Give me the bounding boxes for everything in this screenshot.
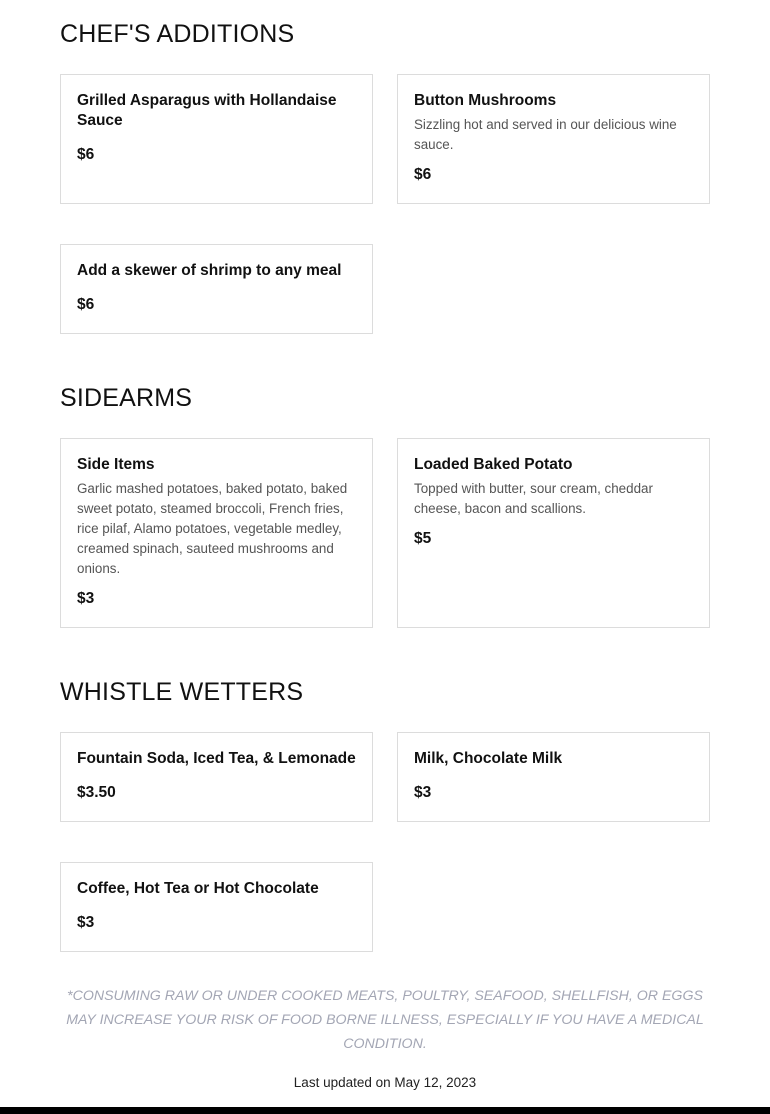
menu-item-name: Fountain Soda, Iced Tea, & Lemonade <box>77 750 356 767</box>
section-title-sidearms: SIDEARMS <box>60 384 193 412</box>
menu-item-card <box>60 438 373 628</box>
menu-item-price: $6 <box>77 296 95 313</box>
menu-item-name: Add a skewer of shrimp to any meal <box>77 262 342 279</box>
menu-item-card <box>60 244 373 334</box>
menu-item-description: Garlic mashed potatoes, baked potato, baked sweet potato, steamed broccoli, French fries, rice pilaf, Alamo potatoes, vegetable medley, creamed spinach, sauteed mushrooms and onions. <box>77 481 348 576</box>
menu-item-name: Button Mushrooms <box>414 92 557 109</box>
section-title-whistle-wetters: WHISTLE WETTERS <box>60 678 304 706</box>
menu-item-price: $5 <box>414 530 432 547</box>
menu-item-description: Topped with butter, sour cream, cheddar cheese, bacon and scallions. <box>414 481 653 516</box>
menu-item-name: Coffee, Hot Tea or Hot Chocolate <box>77 880 319 897</box>
menu-item-price: $6 <box>77 146 95 163</box>
menu-item-price: $3 <box>77 914 95 931</box>
menu-item-card <box>397 438 710 628</box>
menu-item-description: Sizzling hot and served in our delicious wine sauce. <box>414 117 677 152</box>
section-title-chefs-additions: CHEF'S ADDITIONS <box>60 20 295 48</box>
menu-item-name: Side Items <box>77 456 155 473</box>
menu-item-card <box>60 74 373 204</box>
footer-bar <box>0 1107 770 1114</box>
last-updated-text: Last updated on May 12, 2023 <box>293 1075 477 1090</box>
menu-item-card <box>397 74 710 204</box>
menu-item-price: $6 <box>414 166 432 183</box>
menu-item-card <box>60 732 373 822</box>
menu-item-card <box>397 732 710 822</box>
menu-item-price: $3.50 <box>77 784 116 801</box>
menu-item-price: $3 <box>414 784 432 801</box>
menu-item-card <box>60 862 373 952</box>
menu-item-name: Grilled Asparagus with Hollandaise Sauce <box>77 92 337 129</box>
menu-item-name: Loaded Baked Potato <box>414 456 573 473</box>
menu-item-price: $3 <box>77 590 95 607</box>
menu-item-name: Milk, Chocolate Milk <box>414 750 563 767</box>
health-disclaimer: *CONSUMING RAW OR UNDER COOKED MEATS, POULTRY, SEAFOOD, SHELLFISH, OR EGGS MAY INCREASE YOUR RISK OF FOOD BORNE ILLNESS, ESPECIALLY IF YOU HAVE A MEDICAL CONDITION. <box>66 988 704 1052</box>
